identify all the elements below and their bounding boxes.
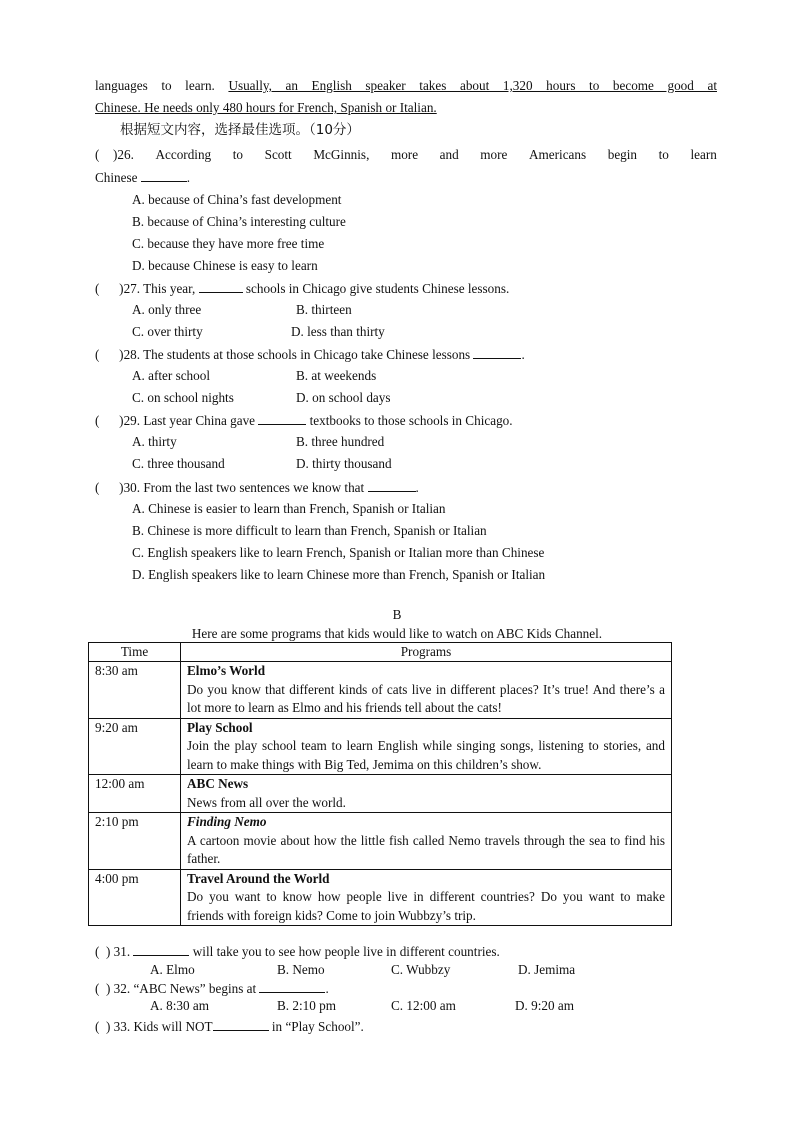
table-row (89, 813, 672, 870)
option[interactable]: B. at weekends (296, 368, 377, 383)
section-intro: Here are some programs that kids would like to watch on ABC Kids Channel. (191, 626, 603, 641)
option[interactable]: A. after school (132, 368, 210, 383)
question-27-stem: ( )27. This year, schools in Chicago give students Chinese lessons. (95, 281, 510, 296)
option[interactable]: D. because Chinese is easy to learn (132, 258, 318, 273)
question-26-stem-cont: Chinese . (95, 170, 191, 185)
program-cell (181, 813, 672, 870)
option[interactable]: A. only three (132, 302, 202, 317)
option[interactable]: D. thirty thousand (296, 456, 392, 471)
option[interactable]: C. Wubbzy (391, 962, 451, 977)
table-row (89, 718, 672, 775)
option[interactable]: A. Elmo (150, 962, 195, 977)
program-cell (181, 869, 672, 926)
program-name: ABC News (187, 776, 249, 791)
passage-underlined-text: Chinese. He needs only 480 hours for French, Spanish or Italian. (95, 100, 437, 115)
instruction: 根据短文内容，选择最佳选项。（10分） (120, 122, 360, 138)
column-header: Time (89, 643, 181, 662)
option[interactable]: C. English speakers like to learn French, Spanish or Italian more than Chinese (132, 545, 545, 560)
option[interactable]: D. English speakers like to learn Chinese more than French, Spanish or Italian (132, 567, 546, 582)
passage-underlined-text: Usually, an English speaker takes about 1,320 hours to become good at (228, 78, 717, 93)
option[interactable]: C. over thirty (132, 324, 203, 339)
answer-blank[interactable] (259, 980, 325, 993)
option[interactable]: B. Chinese is more difficult to learn than French, Spanish or Italian (132, 523, 487, 538)
option[interactable]: C. because they have more free time (132, 236, 325, 251)
option[interactable]: C. on school nights (132, 390, 234, 405)
question-33-stem: ( ) 33. Kids will NOT in “Play School”. (95, 1019, 364, 1034)
option[interactable]: C. 12:00 am (391, 998, 456, 1013)
option[interactable]: D. less than thirty (291, 324, 385, 339)
option[interactable]: A. because of China’s fast development (132, 192, 342, 207)
program-description: Join the play school team to learn English while singing songs, listening to stories, and learn to make things with Big Ted, Jemima on this children’s show. (187, 738, 665, 772)
program-time: 12:00 am (89, 775, 181, 813)
option[interactable]: B. 2:10 pm (277, 998, 336, 1013)
program-time: 2:10 pm (89, 813, 181, 870)
option[interactable]: C. three thousand (132, 456, 225, 471)
answer-blank[interactable] (473, 346, 521, 359)
question-31-stem: ( ) 31. will take you to see how people live in different countries. (95, 944, 500, 959)
program-time: 8:30 am (89, 662, 181, 719)
table-row (89, 869, 672, 926)
option[interactable]: A. thirty (132, 434, 177, 449)
passage-text: languages to learn. (95, 78, 229, 93)
question-28-stem: ( )28. The students at those schools in Chicago take Chinese lessons . (95, 347, 525, 362)
option[interactable]: B. three hundred (296, 434, 385, 449)
option[interactable]: B. because of China’s interesting culture (132, 214, 346, 229)
table-header-row (89, 643, 672, 662)
option[interactable]: D. on school days (296, 390, 391, 405)
option[interactable]: A. Chinese is easier to learn than French, Spanish or Italian (132, 501, 446, 516)
program-name: Play School (187, 719, 253, 735)
option[interactable]: B. thirteen (296, 302, 352, 317)
answer-blank[interactable] (199, 280, 243, 293)
table-row (89, 662, 672, 719)
program-cell (181, 662, 672, 719)
passage-line-2 (95, 100, 437, 116)
program-cell (181, 775, 672, 813)
section-heading: B (392, 607, 402, 622)
program-description: A cartoon movie about how the little fish called Nemo travels through the sea to find his father. (187, 832, 665, 866)
program-name: Finding Nemo (187, 814, 267, 829)
answer-blank[interactable] (368, 479, 416, 492)
option[interactable]: D. Jemima (518, 962, 576, 977)
program-name: Travel Around the World (187, 870, 330, 886)
program-description: Do you want to know how people live in different countries? Do you want to make friends with foreign kids? Come to join Wubbzy’s trip. (187, 889, 665, 923)
answer-blank[interactable] (258, 412, 306, 425)
passage-line-1 (95, 78, 717, 94)
program-time: 9:20 am (89, 718, 181, 775)
option[interactable]: A. 8:30 am (150, 998, 209, 1013)
answer-blank[interactable] (213, 1018, 269, 1031)
option[interactable]: D. 9:20 am (515, 998, 574, 1013)
question-29-stem: ( )29. Last year China gave textbooks to those schools in Chicago. (95, 413, 513, 428)
program-cell (181, 718, 672, 775)
option[interactable]: B. Nemo (277, 962, 325, 977)
program-description: Do you know that different kinds of cats live in different places? It’s true! And there’s a lot more to learn as Elmo and his friends tell about the cats! (187, 681, 665, 715)
column-header: Programs (181, 643, 672, 662)
program-name: Elmo’s World (187, 663, 266, 678)
question-30-stem: ( )30. From the last two sentences we know that . (95, 480, 419, 495)
question-26-stem: ( )26. According to Scott McGinnis, more and more Americans begin to learn (95, 147, 717, 162)
table-row (89, 775, 672, 813)
programs-table (88, 642, 672, 926)
answer-blank[interactable] (141, 169, 187, 182)
program-time: 4:00 pm (89, 869, 181, 926)
program-description: News from all over the world. (187, 794, 346, 810)
answer-blank[interactable] (133, 943, 189, 956)
question-32-stem: ( ) 32. “ABC News” begins at . (95, 981, 329, 996)
